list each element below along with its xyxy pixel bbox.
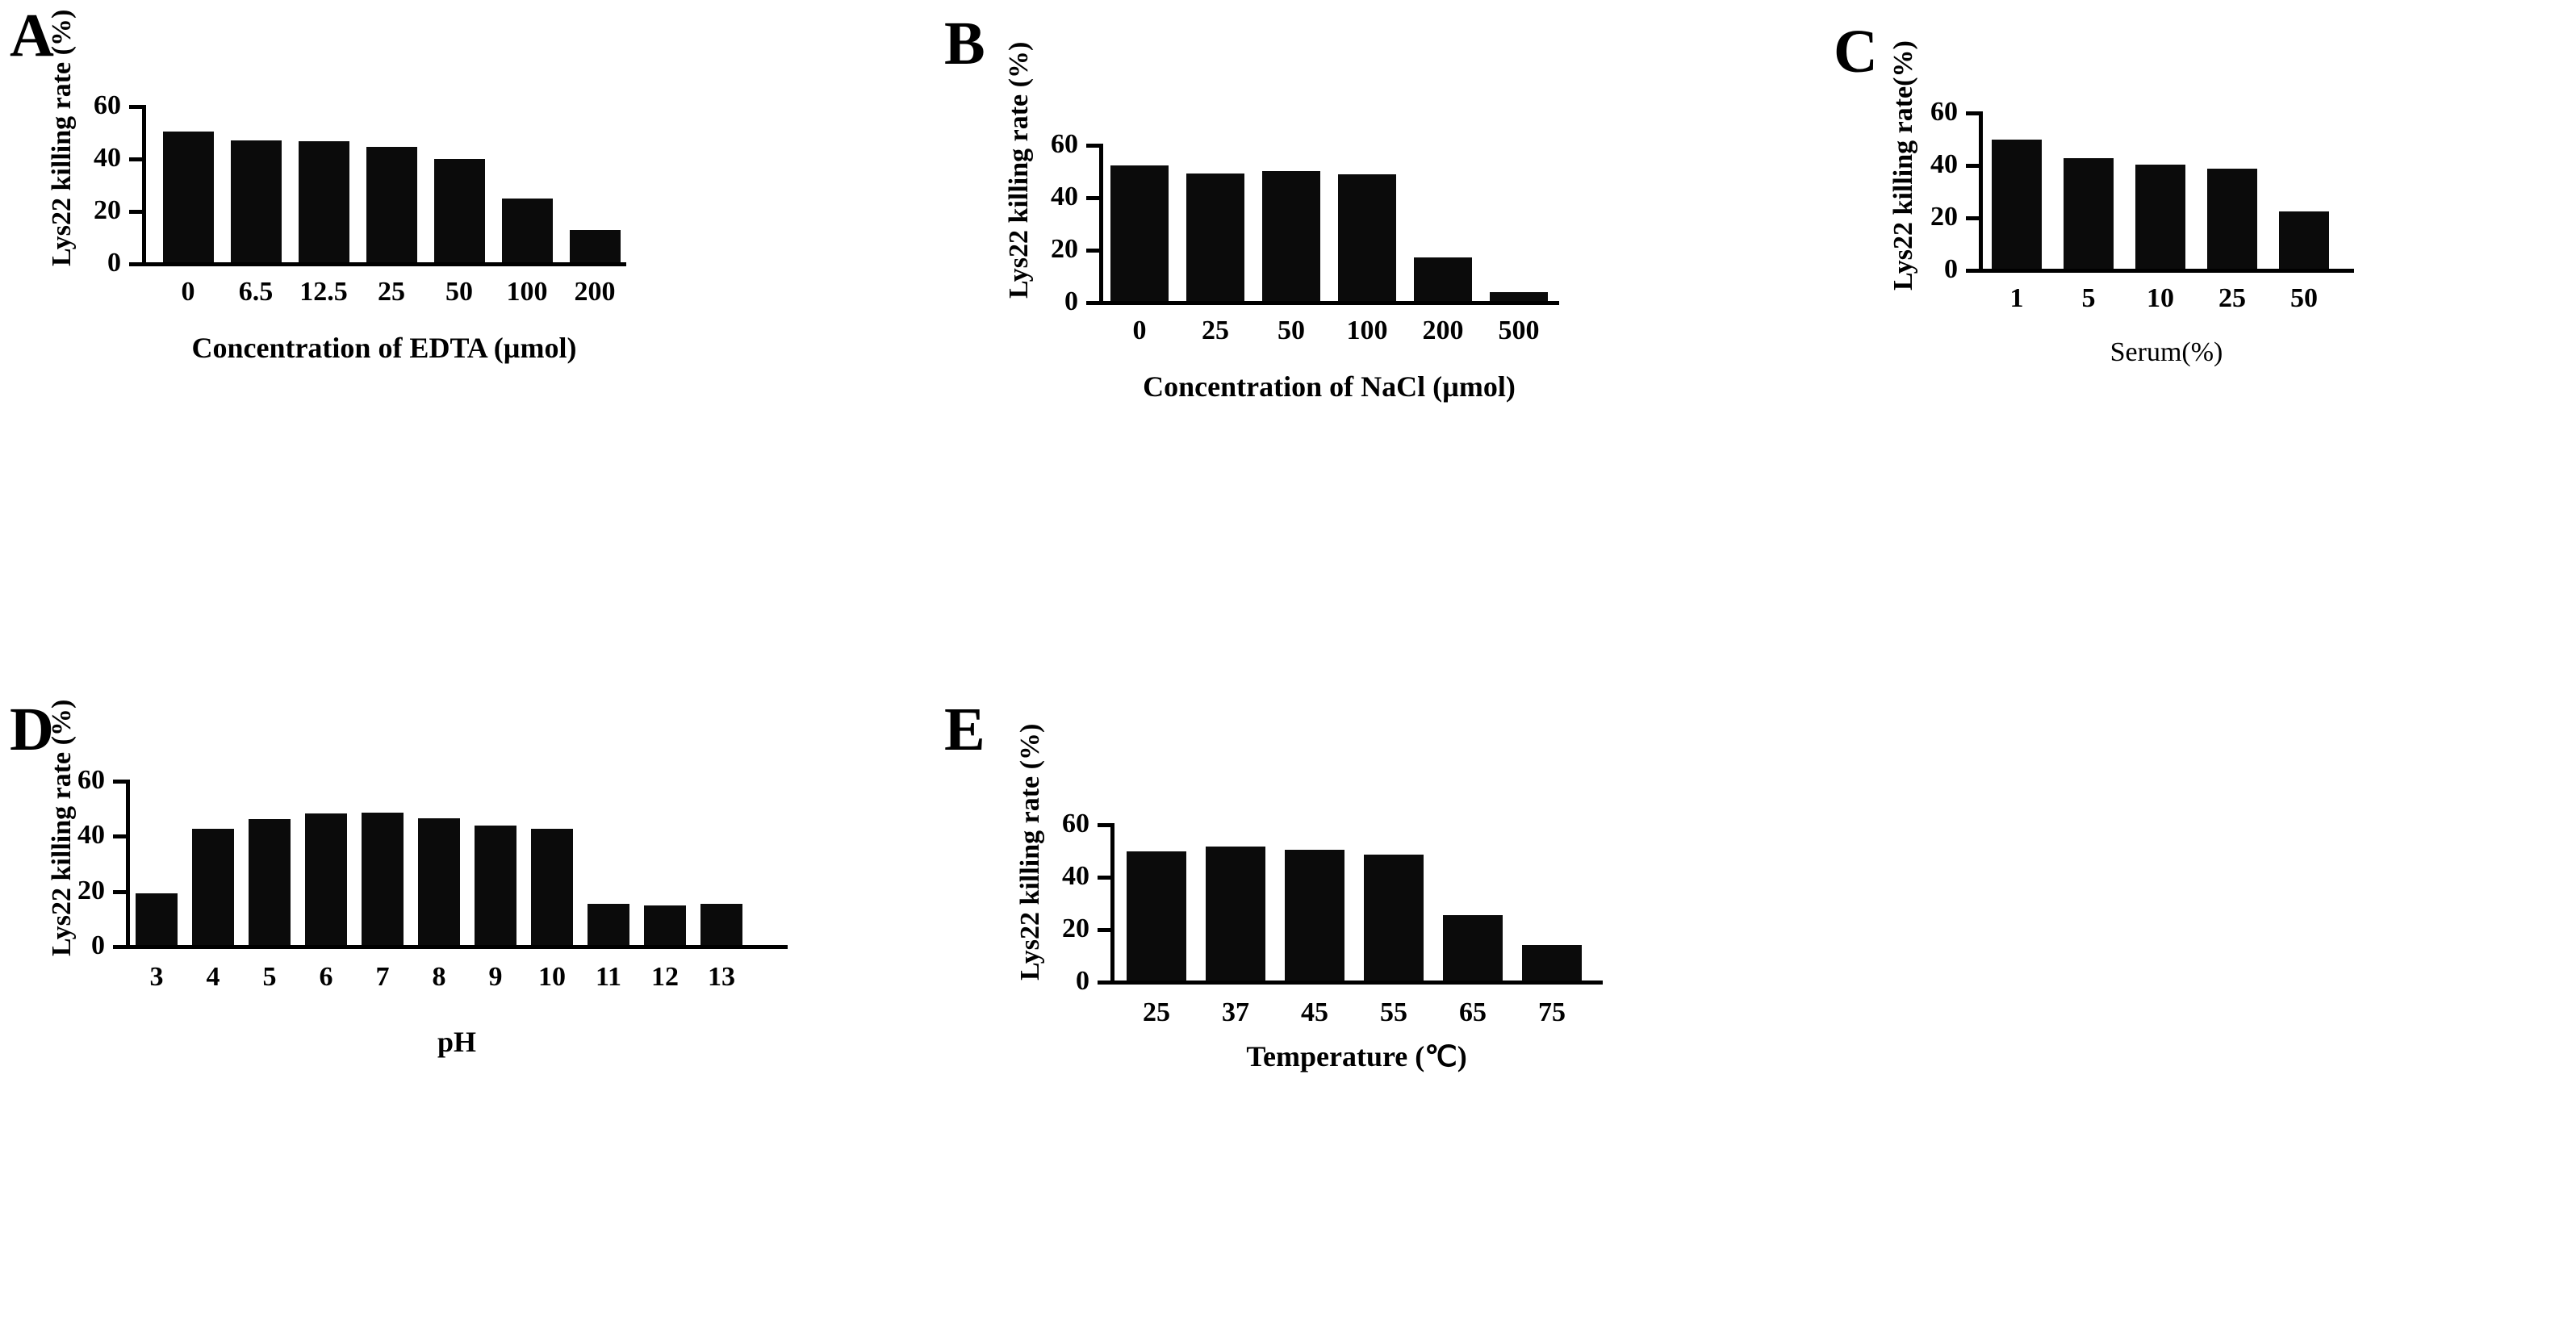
panel-c-xtick-label: 10 — [2147, 283, 2174, 313]
panel-d-letter: D — [10, 696, 54, 763]
bar — [366, 147, 417, 262]
bar — [136, 893, 178, 945]
bar — [2279, 211, 2329, 269]
panel-b-xtick-label: 200 — [1422, 316, 1464, 345]
panel-c-plot — [1930, 97, 2354, 313]
bar — [570, 230, 621, 262]
panel-d-ytick-label-40: 40 — [77, 820, 105, 850]
bar — [1206, 847, 1265, 981]
panel-c — [1800, 0, 2576, 670]
bar — [475, 826, 516, 945]
panel-a-ytick-label-20: 20 — [94, 195, 121, 225]
bar — [434, 159, 485, 262]
panel-d-ytick-label-20: 20 — [77, 876, 105, 905]
bar — [1285, 850, 1344, 981]
panel-d-x-axis-label: pH — [437, 1026, 477, 1058]
panel-c-ytick-label-40: 40 — [1930, 149, 1958, 179]
panel-d-xtick-label: 3 — [149, 962, 164, 992]
panel-e-ytick-label-60: 60 — [1062, 809, 1089, 838]
panel-b-plot — [1051, 129, 1559, 345]
panel-b-ytick-40 — [1086, 196, 1099, 200]
panel-d-ytick-60 — [113, 780, 126, 784]
panel-a-xtick-label: 50 — [445, 277, 473, 307]
panel-a-xtick-label: 12.5 — [299, 277, 348, 307]
panel-b — [928, 0, 1775, 670]
panel-d-bars — [126, 780, 788, 945]
panel-c-ytick-label-0: 0 — [1944, 254, 1958, 284]
panel-e-xtick-label: 37 — [1222, 997, 1249, 1027]
panel-d-ytick-label-60: 60 — [77, 765, 105, 795]
panel-a-ytick-label-60: 60 — [94, 90, 121, 120]
panel-d-xtick-label: 9 — [488, 962, 503, 992]
panel-e-bars — [1110, 823, 1603, 981]
panel-a-xtick-label: 100 — [506, 277, 548, 307]
panel-d-xtick-label: 12 — [651, 962, 679, 992]
panel-c-x-axis-label: Serum(%) — [2110, 337, 2223, 367]
bar — [588, 904, 629, 945]
panel-d-ytick-20 — [113, 890, 126, 894]
bar — [249, 819, 291, 945]
panel-b-ytick-label-20: 20 — [1051, 234, 1078, 264]
bar — [418, 818, 460, 945]
bar — [231, 140, 282, 262]
panel-b-ytick-label-0: 0 — [1064, 286, 1078, 316]
panel-e-xtick-label: 55 — [1380, 997, 1407, 1027]
panel-c-ytick-label-20: 20 — [1930, 202, 1958, 232]
panel-c-bars — [1979, 111, 2354, 269]
panel-e-x-axis-label: Temperature (℃) — [1246, 1040, 1467, 1072]
bar — [1262, 171, 1320, 301]
bar — [192, 829, 234, 945]
panel-e-ytick-label-40: 40 — [1062, 861, 1089, 891]
bar — [1443, 915, 1503, 981]
bar — [1364, 855, 1424, 981]
panel-b-y-axis-label: Lys22 killing rate (%) — [1004, 41, 1034, 299]
panel-a-xtick-label: 200 — [574, 277, 616, 307]
panel-c-xtick-label: 1 — [2009, 283, 2024, 313]
panel-a-x-axis — [142, 262, 626, 266]
panel-a-ytick-40 — [129, 157, 142, 161]
panel-d-xtick-label: 13 — [708, 962, 735, 992]
bar — [531, 829, 573, 945]
panel-a-ytick-60 — [129, 105, 142, 109]
panel-a-ytick-20 — [129, 210, 142, 214]
bar — [1490, 292, 1548, 301]
panel-d — [0, 686, 888, 1338]
bar — [2207, 169, 2257, 269]
panel-e-ytick-60 — [1098, 823, 1110, 827]
panel-a-ytick-label-0: 0 — [107, 248, 121, 278]
panel-b-bars — [1099, 144, 1559, 301]
panel-e-plot — [1062, 809, 1603, 1027]
panel-b-ytick-label-60: 60 — [1051, 129, 1078, 159]
panel-b-xtick-label: 25 — [1202, 316, 1229, 345]
panel-d-xtick-label: 4 — [206, 962, 220, 992]
panel-c-y-axis-label: Lys22 killing rate(%) — [1888, 40, 1918, 291]
panel-d-xtick-label: 8 — [432, 962, 446, 992]
panel-d-xtick-label: 10 — [538, 962, 566, 992]
panel-e-ytick-0 — [1098, 981, 1110, 985]
panel-c-ytick-label-60: 60 — [1930, 97, 1958, 127]
panel-a-plot — [94, 90, 626, 307]
panel-a-xtick-label: 6.5 — [238, 277, 274, 307]
panel-b-ytick-60 — [1086, 144, 1099, 148]
panel-c-ytick-60 — [1966, 111, 1979, 115]
panel-d-x-axis — [126, 945, 788, 949]
panel-a-bars — [142, 105, 626, 262]
panel-a-letter: A — [10, 2, 54, 69]
bar — [2135, 165, 2185, 269]
panel-c-ytick-20 — [1966, 216, 1979, 220]
bar — [305, 813, 347, 945]
panel-c-xtick-label: 5 — [2081, 283, 2096, 313]
panel-e-xtick-label: 25 — [1143, 997, 1170, 1027]
panel-d-xtick-label: 7 — [375, 962, 390, 992]
panel-b-letter: B — [944, 10, 985, 77]
bar — [2064, 158, 2114, 269]
bar — [700, 904, 742, 945]
bar — [644, 905, 686, 945]
panel-c-xtick-label: 50 — [2290, 283, 2318, 313]
panel-a-ytick-0 — [129, 262, 142, 266]
bar — [1992, 140, 2042, 269]
panel-b-ytick-20 — [1086, 249, 1099, 253]
panel-d-ytick-label-0: 0 — [91, 930, 105, 960]
bar — [1414, 257, 1472, 301]
bar — [163, 132, 214, 262]
bar — [1338, 174, 1396, 301]
panel-e-ytick-label-20: 20 — [1062, 914, 1089, 943]
panel-b-xtick-label: 50 — [1278, 316, 1305, 345]
panel-c-x-axis — [1979, 269, 2354, 273]
panel-a-xtick-label: 0 — [181, 277, 195, 307]
panel-e-letter: E — [944, 696, 985, 763]
panel-b-xtick-label: 500 — [1498, 316, 1540, 345]
panel-a — [0, 0, 888, 670]
bar — [362, 813, 404, 945]
panel-e-y-axis-label: Lys22 killing rate (%) — [1015, 723, 1045, 981]
panel-e-ytick-label-0: 0 — [1076, 966, 1089, 996]
panel-a-y-axis-label: Lys22 killing rate (%) — [47, 9, 77, 266]
panel-d-xtick-label: 11 — [595, 962, 622, 992]
panel-a-ytick-label-40: 40 — [94, 143, 121, 173]
panel-e-xtick-label: 75 — [1538, 997, 1566, 1027]
panel-a-xtick-label: 25 — [378, 277, 405, 307]
panel-e-xtick-label: 45 — [1301, 997, 1328, 1027]
panel-c-ytick-0 — [1966, 269, 1979, 273]
panel-b-xtick-label: 0 — [1132, 316, 1147, 345]
panel-b-ytick-label-40: 40 — [1051, 182, 1078, 211]
bar — [1186, 174, 1244, 301]
panel-b-xtick-label: 100 — [1346, 316, 1388, 345]
panel-d-ytick-0 — [113, 945, 126, 949]
panel-e — [928, 686, 1816, 1338]
bar — [1110, 165, 1169, 301]
panel-e-ytick-40 — [1098, 876, 1110, 880]
panel-e-xtick-label: 65 — [1459, 997, 1487, 1027]
bar — [299, 141, 349, 262]
bar — [502, 199, 553, 262]
panel-a-x-axis-label: Concentration of EDTA (µmol) — [191, 332, 577, 364]
panel-b-x-axis — [1099, 301, 1559, 305]
panel-c-letter: C — [1834, 18, 1878, 86]
panel-c-ytick-40 — [1966, 164, 1979, 168]
panel-d-plot — [77, 765, 788, 992]
panel-b-ytick-0 — [1086, 301, 1099, 305]
bar — [1522, 945, 1582, 981]
bar — [1127, 851, 1186, 981]
panel-e-x-axis — [1110, 981, 1603, 985]
panel-d-xtick-label: 6 — [319, 962, 333, 992]
panel-d-xtick-label: 5 — [262, 962, 277, 992]
panel-c-xtick-label: 25 — [2218, 283, 2246, 313]
panel-d-ytick-40 — [113, 834, 126, 838]
panel-e-ytick-20 — [1098, 928, 1110, 932]
panel-b-x-axis-label: Concentration of NaCl (µmol) — [1143, 370, 1516, 403]
panel-d-y-axis-label: Lys22 killing rate (%) — [47, 699, 77, 956]
